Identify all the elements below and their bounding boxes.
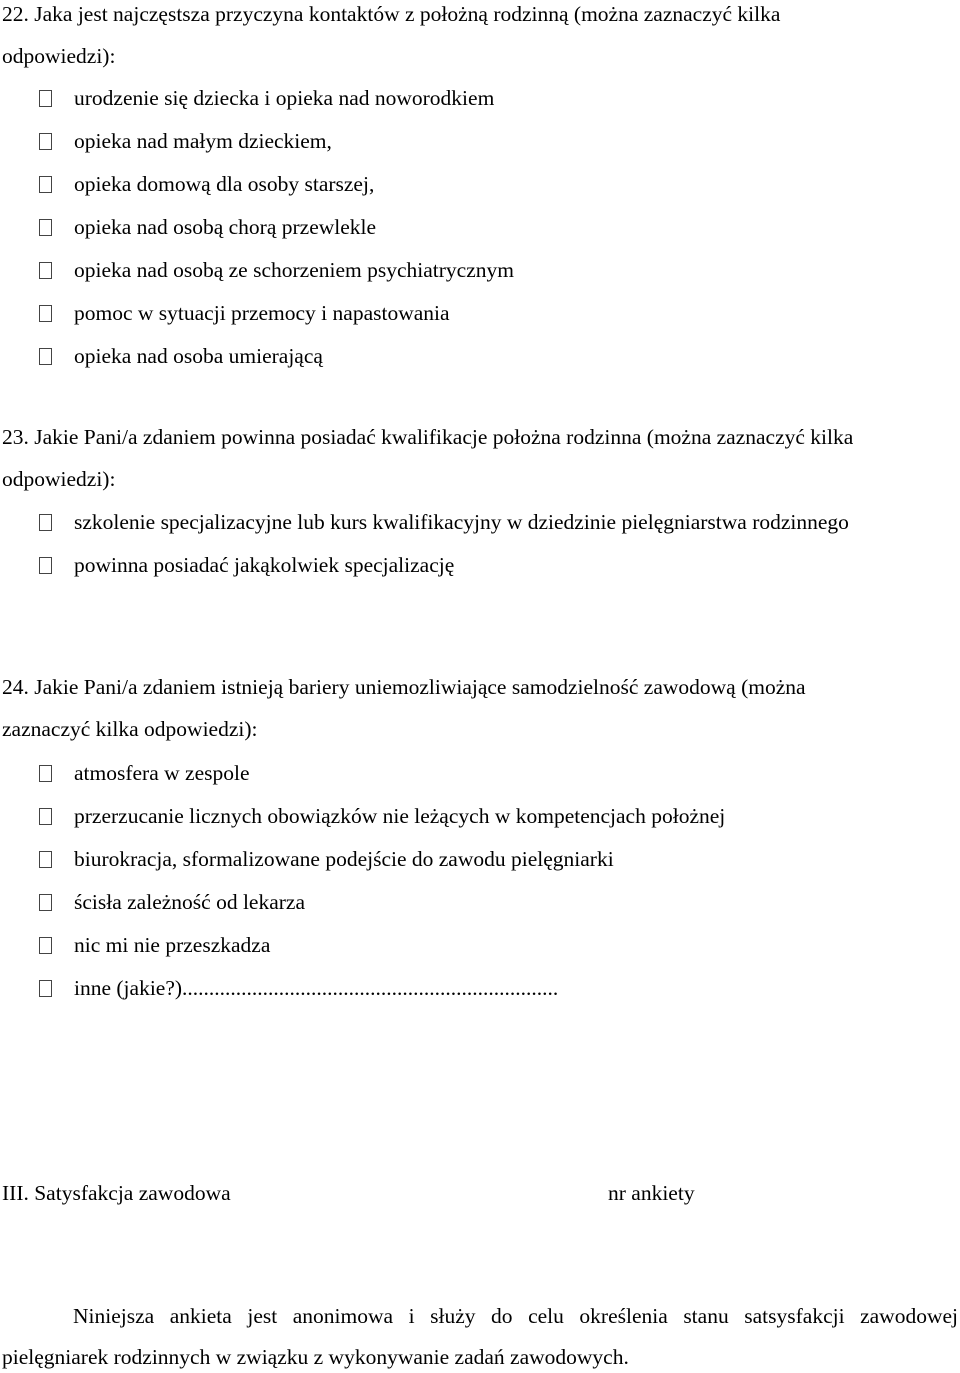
checkbox[interactable] bbox=[39, 937, 52, 954]
intro-paragraph bbox=[2, 1306, 958, 1368]
option-label: inne (jakie?)...................................................................... bbox=[74, 976, 559, 1000]
question-23-text-line2: odpowiedzi): bbox=[2, 467, 116, 491]
option-label: szkolenie specjalizacyjne lub kurs kwalifikacyjny w dziedzinie pielęgniarstwa rodzinnego bbox=[74, 510, 849, 534]
option-label: opieka nad osobą chorą przewlekle bbox=[74, 215, 377, 239]
checkbox[interactable] bbox=[39, 262, 52, 279]
option-label: opieka domową dla osoby starszej, bbox=[74, 172, 375, 196]
question-24-text-line1: 24. Jakie Pani/a zdaniem istnieją bariery uniemozliwiające samodzielność zawodową (można bbox=[2, 675, 806, 699]
checkbox[interactable] bbox=[39, 894, 52, 911]
section-title: III. Satysfakcja zawodowa bbox=[2, 1181, 231, 1205]
checkbox[interactable] bbox=[39, 176, 52, 193]
option-label: urodzenie się dziecka i opieka nad noworodkiem bbox=[74, 86, 495, 110]
checkbox[interactable] bbox=[39, 305, 52, 322]
checkbox[interactable] bbox=[39, 133, 52, 150]
checkbox[interactable] bbox=[39, 808, 52, 825]
checkbox[interactable] bbox=[39, 980, 52, 997]
option-label: biurokracja, sformalizowane podejście do zawodu pielęgniarki bbox=[74, 847, 614, 871]
option-label: opieka nad osobą ze schorzeniem psychiatrycznym bbox=[74, 258, 514, 282]
option-label: pomoc w sytuacji przemocy i napastowania bbox=[74, 301, 450, 325]
option-label: ścisła zależność od lekarza bbox=[74, 890, 305, 914]
option-label: przerzucanie licznych obowiązków nie leżących w kompetencjach położnej bbox=[74, 804, 726, 828]
question-22-text-line1: 22. Jaka jest najczęstsza przyczyna kontaktów z położną rodzinną (można zaznaczyć kilka bbox=[2, 2, 781, 26]
checkbox[interactable] bbox=[39, 514, 52, 531]
question-22-text-line2: odpowiedzi): bbox=[2, 44, 116, 68]
survey-number-label: nr ankiety bbox=[608, 1181, 695, 1205]
question-24-text-line2: zaznaczyć kilka odpowiedzi): bbox=[2, 717, 258, 741]
option-label: atmosfera w zespole bbox=[74, 761, 250, 785]
question-23-text-line1: 23. Jakie Pani/a zdaniem powinna posiadać kwalifikacje położna rodzinna (można zaznaczyć kilka bbox=[2, 425, 854, 449]
checkbox[interactable] bbox=[39, 348, 52, 365]
option-label: powinna posiadać jakąkolwiek specjalizację bbox=[74, 553, 455, 577]
intro-line1: Niniejsza ankieta jest anonimowa i służy do celu określenia stanu satsysfakcji zawodowej bbox=[73, 1304, 958, 1328]
option-label: opieka nad małym dzieckiem, bbox=[74, 129, 332, 153]
checkbox[interactable] bbox=[39, 219, 52, 236]
checkbox[interactable] bbox=[39, 557, 52, 574]
intro-line2: pielęgniarek rodzinnych w związku z wykonywanie zadań zawodowych. bbox=[2, 1344, 629, 1369]
checkbox[interactable] bbox=[39, 851, 52, 868]
option-label: nic mi nie przeszkadza bbox=[74, 933, 271, 957]
checkbox[interactable] bbox=[39, 765, 52, 782]
option-label: opieka nad osoba umierającą bbox=[74, 344, 323, 368]
checkbox[interactable] bbox=[39, 90, 52, 107]
